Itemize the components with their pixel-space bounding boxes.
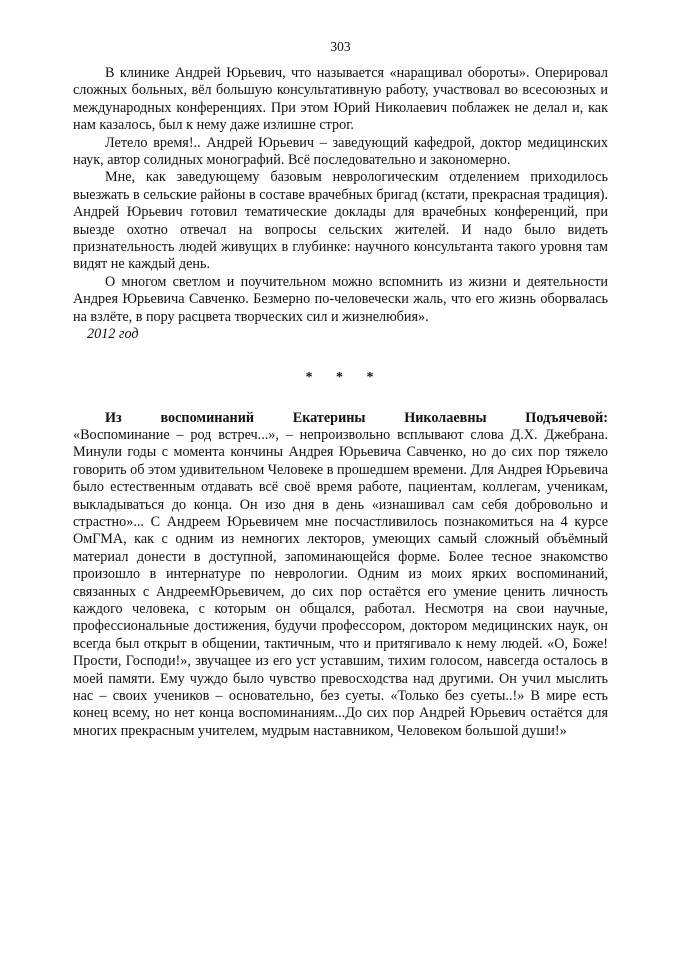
page-number: 303 xyxy=(330,39,351,54)
memoir-section xyxy=(73,410,608,741)
memoir-heading: Из воспоминаний Екатерины Николаевны Подъячевой: xyxy=(105,409,608,426)
memoir-text: «Воспоминание – род встреч...», – непроизвольно всплывают слова Д.Х. Джебрана. Минули годы с момента кончины Андрея Юрьевича Савченко, но до сих пор тяжело говорить об этом удивительном Человеке в прошедшем времени. Для Андрея Юрьевича было естественным отдавать всё своё время работе, пациентам, коллегам, ученикам, выкладываться до конца. Он изо дня в день «изнашивал сам себя добровольно и страстно»... С Андреем Юрьевичем мне посчастливилось познакомиться на 4 курсе ОмГМА, как с одним из немногих лекторов, умеющих самый сложный объёмный материал донести в доступной, запоминающейся форме. Более тесное знакомство произошло в интернатуре по неврологии. Одним из моих ярких воспоминаний, связанных с АндреемЮрьевичем, до сих пор остаётся его умение ценить личность каждого человека, с которым он общался, работал. Несмотря на свои научные, профессиональные достижения, будучи профессором, доктором медицинских наук, он всегда был открыт в общении, тактичным, что и притягивало к нему людей. «О, Боже! Прости, Господи!», звучащее из его уст уставшим, тихим голосом, навсегда осталось в моей памяти. Ему чуждо было чувство превосходства над другими. Он учил мыслить нас – своих учеников – основательно, без суеты. «Только без суеты..!» В мире есть конец всему, но нет конца воспоминаниям...До сих пор Андрей Юрьевич остаётся для многих прекрасным учителем, мудрым наставником, Человеком большой души!» xyxy=(73,426,608,739)
document-page xyxy=(73,38,608,740)
paragraph-memory: О многом светлом и поучительном можно вспомнить из жизни и деятельности Андрея Юрьевича Савченко. Безмерно по-человечески жаль, что его жизнь оборвалась на взлёте, в пору расцвета творческих сил и жизнелюбия». xyxy=(73,273,608,325)
section-separator: * * * xyxy=(305,369,384,385)
paragraph-rural-trips: Мне, как заведующему базовым неврологическим отделением приходилось выезжать в сельские районы в составе врачебных бригад (кстати, прекрасная традиция). Андрей Юрьевич готовил тематические доклады для врачебных конференций, при выезде охотно отвечал на вопросы сельских жителей. И надо было видеть признательность людей живущих в глубинке: научного консультанта такого уровня там видят не каждый день. xyxy=(73,169,608,273)
date-line: 2012 год xyxy=(87,326,139,343)
paragraph-clinic: В клинике Андрей Юрьевич, что называется «наращивал обороты». Оперировал сложных больных, вёл большую консультативную работу, участвовал во всесоюзных и международных конференциях. При этом Юрий Николаевич поблажек не делал и, как нам казалось, был к нему даже излишне строг. xyxy=(73,65,608,134)
paragraph-time: Летело время!.. Андрей Юрьевич – заведующий кафедрой, доктор медицинских наук, автор солидных монографий. Всё последовательно и закономерно. xyxy=(73,134,608,169)
